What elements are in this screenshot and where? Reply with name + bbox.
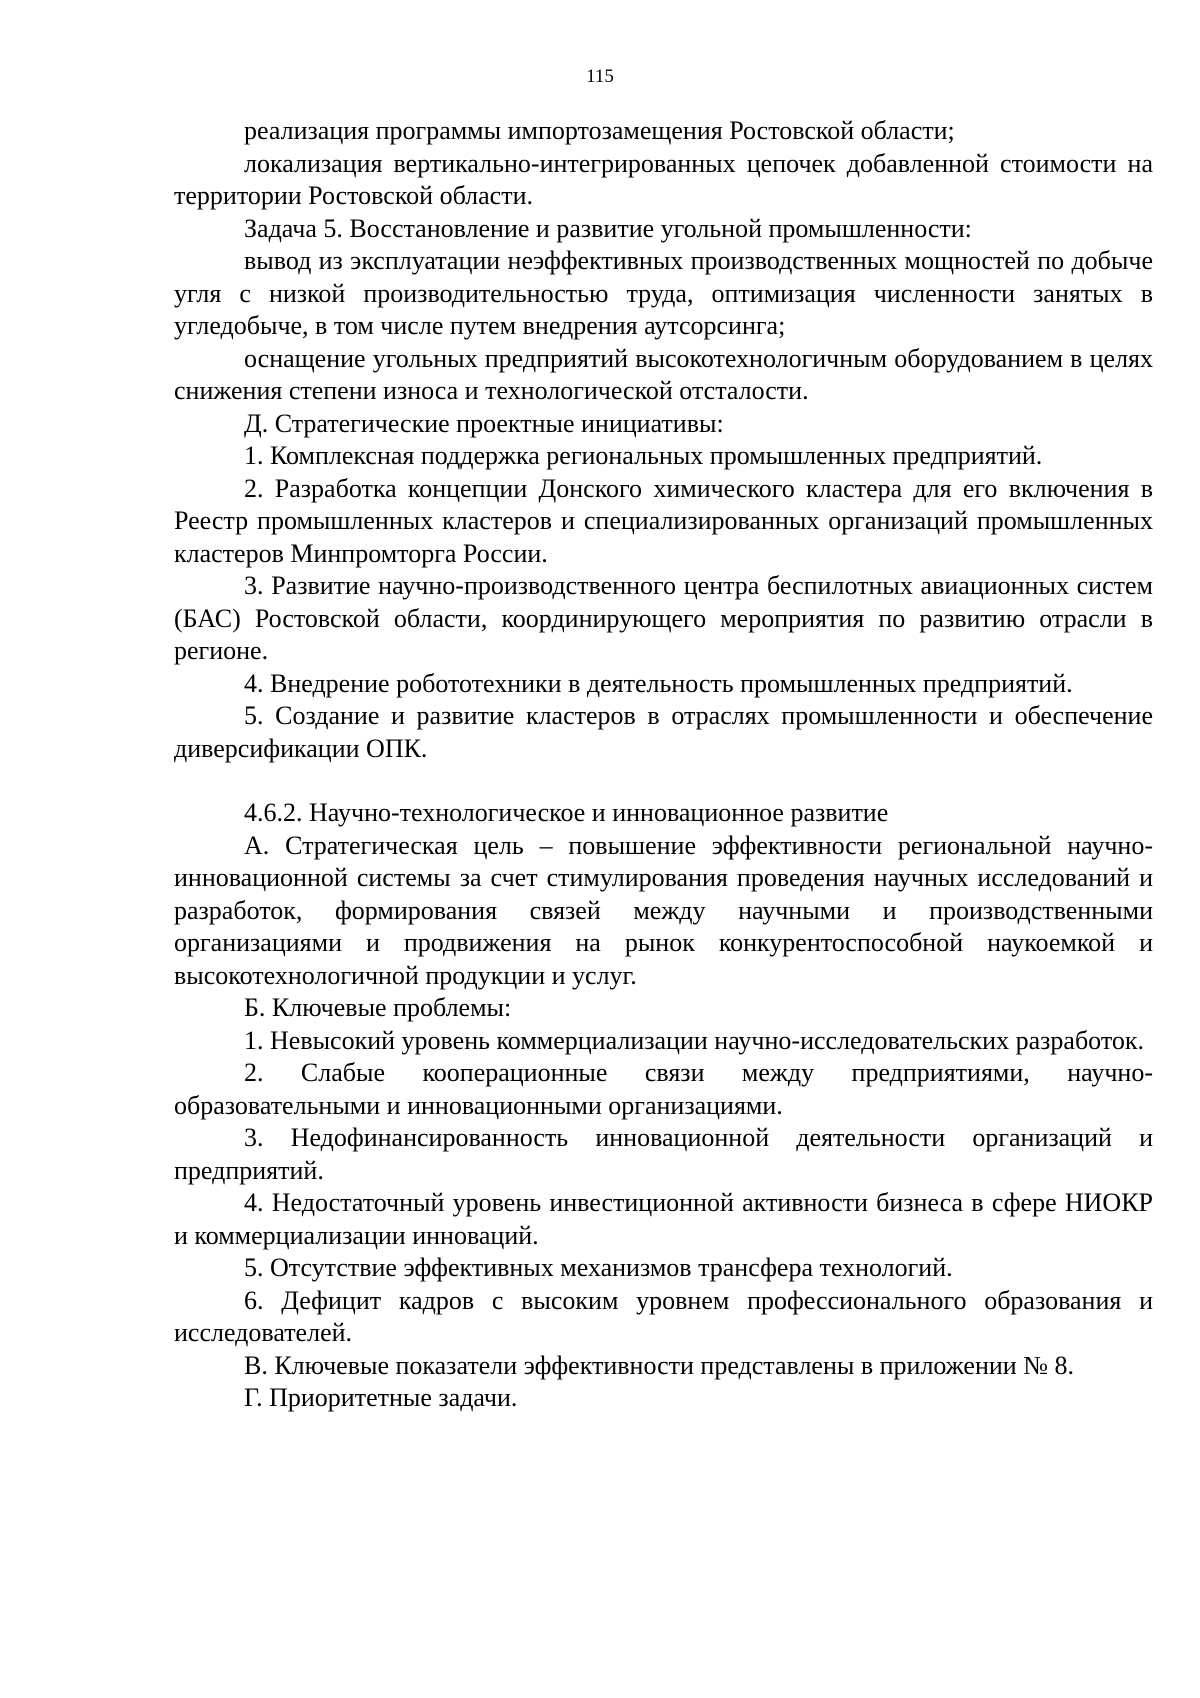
section-heading-d: Д. Стратегические проектные инициативы:: [244, 408, 724, 438]
problem-item-6: 6. Дефицит кадров с высоким уровнем профессионального образования и исследователей.: [174, 1285, 1153, 1347]
initiative-item-1: 1. Комплексная поддержка региональных промышленных предприятий.: [244, 441, 1043, 470]
initiative-item-4: 4. Внедрение робототехники в деятельность промышленных предприятий.: [244, 668, 1073, 698]
initiative-item-3: 3. Развитие научно-производственного центра беспилотных авиационных систем (БАС) Ростовской области, координирующего мероприятия по развитию отрасли в регионе.: [174, 571, 1153, 665]
problem-item-4: 4. Недостаточный уровень инвестиционной активности бизнеса в сфере НИОКР и коммерциализации инноваций.: [174, 1188, 1153, 1250]
problem-item-1: 1. Невысокий уровень коммерциализации научно-исследовательских разработок.: [244, 1025, 1144, 1055]
section-heading-a: А. Стратегическая цель – повышение эффективности региональной научно-инновационной системы за счет стимулирования проведения научных исследований и разработок, формирования связей между научными и производственными организациями и продвижения на рынок конкурентоспособной наукоемкой и высокотехнологичной продукции и услуг.: [174, 830, 1153, 990]
problem-item-5: 5. Отсутствие эффективных механизмов трансфера технологий.: [244, 1253, 953, 1282]
initiative-item-5: 5. Создание и развитие кластеров в отраслях промышленности и обеспечение диверсификации ОПК.: [174, 701, 1153, 763]
paragraph-localization: локализация вертикально-интегрированных цепочек добавленной стоимости на территории Ростовской области.: [174, 148, 1153, 210]
section-title-4-6-2: 4.6.2. Научно-технологическое и инновационное развитие: [244, 798, 889, 827]
paragraph-import-substitution: реализация программы импортозамещения Ростовской области;: [244, 116, 955, 145]
section-heading-g: Г. Приоритетные задачи.: [244, 1383, 518, 1412]
initiative-item-2: 2. Разработка концепции Донского химического кластера для его включения в Реестр промышленных кластеров и специализированных организаций промышленных кластеров Минпромторга России.: [174, 473, 1153, 568]
paragraph-task-5: Задача 5. Восстановление и развитие угольной промышленности:: [244, 213, 972, 243]
paragraph-decommissioning: вывод из эксплуатации неэффективных производственных мощностей по добыче угля с низкой производительностью труда, оптимизация численности занятых в угледобыче, в том числе путем внедрения аутсорсинга;: [174, 246, 1153, 340]
section-heading-v: В. Ключевые показатели эффективности представлены в приложении № 8.: [244, 1350, 1074, 1380]
problem-item-2: 2. Слабые кооперационные связи между предприятиями, научно-образовательными и инновационными организациями.: [174, 1058, 1153, 1120]
document-body: [174, 115, 1153, 1415]
problem-item-3: 3. Недофинансированность инновационной деятельности организаций и предприятий.: [174, 1123, 1153, 1185]
section-heading-b: Б. Ключевые проблемы:: [244, 993, 512, 1022]
page-number: 115: [586, 66, 614, 87]
paragraph-equipment: оснащение угольных предприятий высокотехнологичным оборудованием в целях снижения степени износа и технологической отсталости.: [174, 343, 1153, 405]
